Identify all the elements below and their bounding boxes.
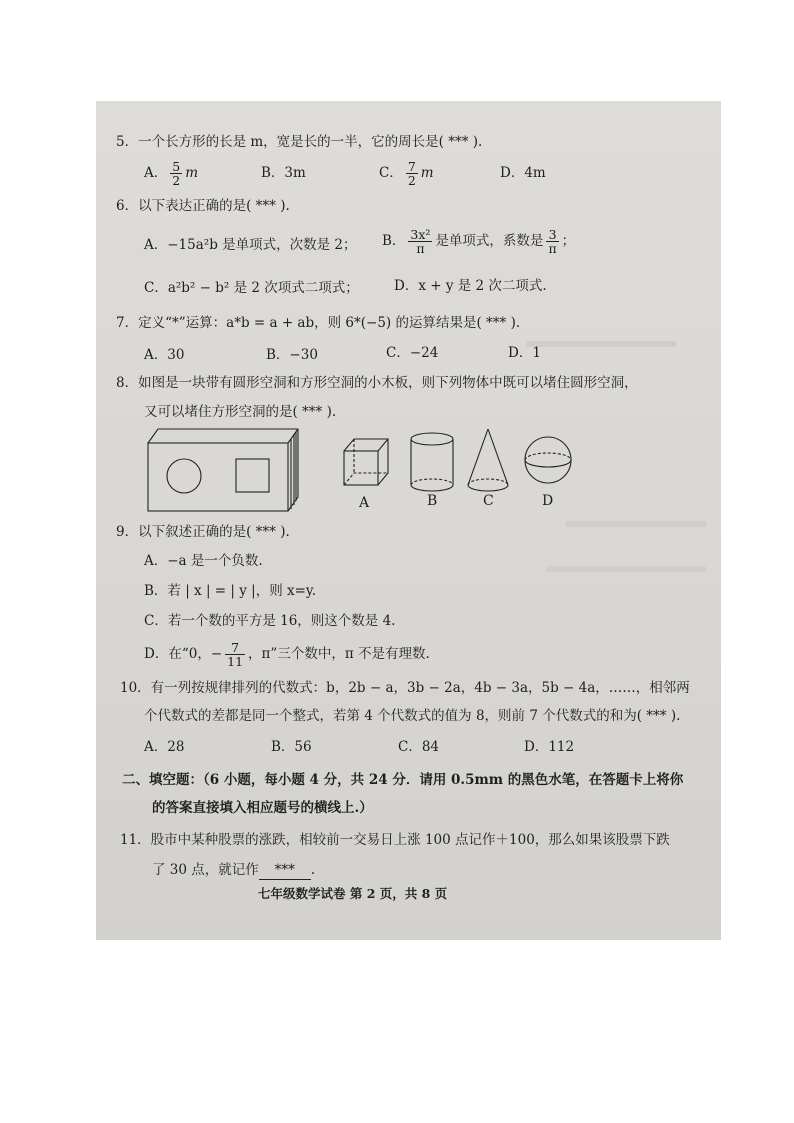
q5-option-a-fraction (170, 160, 182, 187)
q6-option-d: D．x + y 是 2 次二项式. (394, 278, 547, 294)
fraction-numerator: 3 (546, 228, 558, 242)
q8-label-b: B (427, 493, 438, 509)
q8-figure (146, 423, 576, 523)
fraction-denominator: 11 (227, 654, 244, 669)
q7-stem: 7．定义“*”运算：a*b = a + ab，则 6*(−5) 的运算结果是( *** ). (116, 315, 521, 331)
q5-option-d: D．4m (500, 165, 546, 181)
section2-heading-line1: 二、填空题：（6 小题，每小题 4 分，共 24 分．请用 0.5mm 的黑色水笔，在答题卡上将你 (122, 772, 684, 788)
q5-option-c (379, 160, 434, 187)
q9-option-a: A．−a 是一个负数. (144, 553, 263, 569)
q6-option-b-text: 是单项式，系数是 (435, 233, 544, 249)
cylinder-drawing (411, 433, 453, 491)
q8-label-a: A (359, 495, 370, 511)
q7-option-a: A．30 (144, 347, 185, 363)
q11-text-end: . (310, 862, 316, 878)
bleed-through-mark (526, 341, 676, 347)
q5-option-a-variable: m (185, 165, 199, 181)
fraction-denominator: π (416, 241, 425, 256)
q6-option-b-fraction (408, 228, 432, 255)
scanned-exam-page (96, 101, 721, 940)
q5-stem: 5．一个长方形的长是 m，宽是长的一半，它的周长是( *** ). (116, 134, 483, 150)
q10-option-c: C．84 (398, 739, 440, 755)
bleed-through-mark (546, 566, 706, 572)
q10-option-d: D．112 (524, 739, 575, 755)
q7-option-d: D．1 (508, 345, 541, 361)
q10-stem-line1: 10．有一列按规律排列的代数式：b，2b − a，3b − 2a，4b − 3a，5b − 4a，……，相邻两 (120, 680, 690, 696)
fraction-numerator: 5 (172, 159, 181, 174)
q9-option-b: B．若 | x | = | y |，则 x=y. (144, 583, 317, 599)
cone-drawing (468, 429, 508, 491)
q6-option-a: A．−15a²b 是单项式，次数是 2； (144, 237, 357, 253)
q6-option-b-coefficient (546, 228, 558, 255)
sphere-drawing (525, 437, 571, 483)
q8-label-c: C (483, 493, 494, 509)
q9-option-d-suffix: ，π”三个数中，π 不是有理数. (248, 646, 430, 662)
cube-drawing (344, 439, 388, 485)
q5-option-b: B．3m (261, 165, 306, 181)
fraction-denominator: 2 (172, 173, 181, 188)
fraction-numerator: 3x² (410, 227, 431, 242)
q6-stem: 6．以下表达正确的是( *** ). (116, 198, 290, 214)
q10-option-a: A．28 (144, 739, 185, 755)
bleed-through-mark (566, 521, 706, 527)
q9-option-d (144, 641, 430, 668)
q9-option-d-prefix: D．在“0，− (144, 646, 223, 662)
q10-option-b: B．56 (271, 739, 312, 755)
page-footer: 七年级数学试卷 第 2 页，共 8 页 (258, 886, 448, 901)
q11-text: 了 30 点，就记作 (152, 862, 259, 878)
q9-option-d-fraction (225, 641, 245, 668)
q11-stem-line2 (152, 861, 315, 880)
q8-stem-line2: 又可以堵住方形空洞的是( *** ). (144, 404, 337, 420)
q11-stem-line1: 11．股市中某种股票的涨跌，相较前一交易日上涨 100 点记作＋100，那么如果该股票下跌 (120, 832, 670, 848)
q9-option-c: C．若一个数的平方是 16，则这个数是 4. (144, 613, 396, 629)
q11-answer-blank: *** (259, 861, 311, 880)
fraction-denominator: 2 (407, 173, 416, 188)
wooden-board-drawing (148, 429, 298, 511)
q5-option-c-fraction (406, 160, 418, 187)
q6-option-b-label: B． (382, 233, 406, 249)
section2-heading-line2: 的答案直接填入相应题号的横线上.） (152, 800, 373, 816)
q6-option-b (382, 228, 575, 255)
q5-option-a-label: A． (144, 165, 168, 181)
q6-option-b-end: ； (561, 233, 576, 249)
q5-option-c-label: C． (379, 165, 403, 181)
q5-option-c-variable: m (420, 165, 434, 181)
q8-label-d: D (542, 493, 554, 509)
q7-option-c: C．−24 (386, 345, 439, 361)
q9-stem: 9．以下叙述正确的是( *** ). (116, 524, 290, 540)
fraction-numerator: 7 (225, 641, 245, 655)
q7-option-b: B．−30 (266, 347, 318, 363)
fraction-denominator: π (548, 241, 557, 256)
fraction-numerator: 7 (407, 159, 416, 174)
q6-option-c: C．a²b² − b² 是 2 次项式二项式； (144, 280, 359, 296)
q8-stem-line1: 8．如图是一块带有圆形空洞和方形空洞的小木板，则下列物体中既可以堵住圆形空洞， (116, 375, 638, 391)
q10-stem-line2: 个代数式的差都是同一个整式，若第 4 个代数式的值为 8，则前 7 个代数式的和为( *** ). (144, 708, 681, 724)
q5-option-a (144, 160, 198, 187)
